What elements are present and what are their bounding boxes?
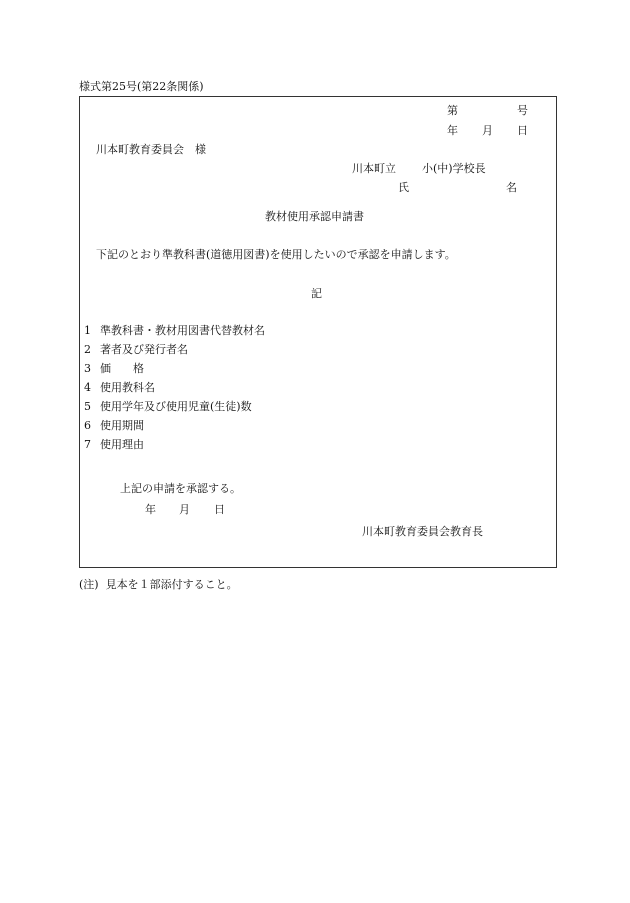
item-label: 使用教科名 [100, 381, 155, 394]
item-number: 7 [84, 438, 91, 451]
date-day: 日 [517, 124, 528, 137]
item-label: 使用学年及び使用児童(生徒)数 [100, 400, 252, 413]
approval-month: 月 [179, 503, 190, 516]
item-number: 2 [84, 343, 91, 356]
item-label: 価 格 [100, 362, 144, 375]
number-suffix: 号 [517, 104, 528, 117]
item-number: 5 [84, 400, 91, 413]
number-prefix: 第 [447, 104, 458, 117]
item-label: 使用理由 [100, 438, 144, 451]
applicant-name-prefix: 氏 [398, 181, 409, 194]
applicant-name-suffix: 名 [506, 181, 517, 194]
applicant-school-type: 小(中)学校長 [422, 162, 486, 175]
list-item [84, 343, 188, 357]
list-item [84, 400, 252, 414]
approval-text: 上記の申請を承認する。 [120, 482, 241, 495]
addressee: 川本町教育委員会 様 [96, 143, 206, 156]
date-year: 年 [447, 124, 458, 137]
list-item [84, 438, 144, 452]
item-label: 使用期間 [100, 419, 144, 432]
item-number: 6 [84, 419, 91, 432]
footnote: (注) 見本を１部添付すること。 [79, 578, 238, 591]
list-item [84, 324, 265, 338]
body-text: 下記のとおり準教科書(道徳用図書)を使用したいので承認を申請します。 [96, 248, 456, 261]
item-label: 準教科書・教材用図書代替教材名 [100, 324, 265, 337]
item-label: 著者及び発行者名 [100, 343, 188, 356]
item-number: 3 [84, 362, 91, 375]
approval-year: 年 [145, 503, 156, 516]
approval-day: 日 [214, 503, 225, 516]
approval-signer: 川本町教育委員会教育長 [362, 525, 483, 538]
list-item [84, 381, 155, 395]
date-month: 月 [482, 124, 493, 137]
document-title: 教材使用承認申請書 [265, 210, 364, 223]
list-item [84, 362, 144, 376]
item-number: 1 [84, 324, 91, 337]
list-item [84, 419, 144, 433]
applicant-school-prefix: 川本町立 [352, 162, 396, 175]
item-number: 4 [84, 381, 91, 394]
ki-heading: 記 [311, 287, 322, 300]
form-label: 様式第25号(第22条関係) [79, 80, 204, 93]
